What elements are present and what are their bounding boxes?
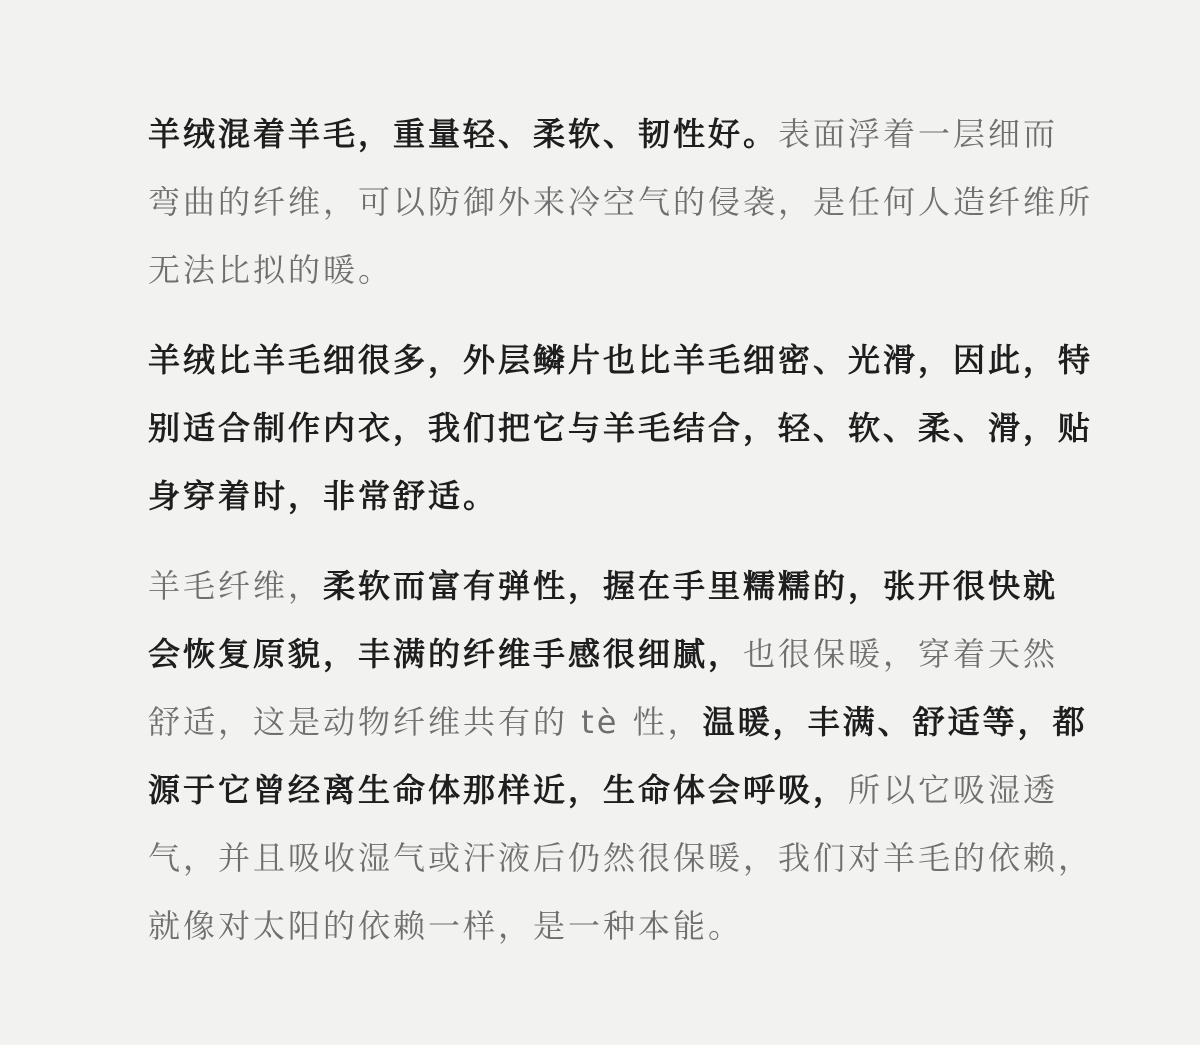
article-body: [148, 100, 1093, 960]
paragraph-cashmere-wool-blend: [148, 100, 1093, 304]
paragraph-wool-fiber: [148, 552, 1093, 960]
text-segment-emphasis: 柔软而富有弹性，握在手里糯糯的，张开很快就会恢复原貌，丰满的纤维手感很细腻，: [148, 567, 1059, 673]
text-segment-emphasis: 羊绒混着羊毛，重量轻、柔软、韧性好。: [148, 115, 779, 153]
text-segment-regular: 也很保暖，穿着天然舒适，这是动物纤维共有的 tè 性，: [148, 635, 1059, 741]
text-segment-regular: 表面浮着一层细而弯曲的纤维，可以防御外来冷空气的侵袭，是任何人造纤维所无法比拟的暖。: [148, 115, 1094, 289]
text-segment-regular: 所以它吸湿透气，并且吸收湿气或汗液后仍然很保暖，我们对羊毛的依赖，就像对太阳的依赖一样，是一种本能。: [148, 771, 1094, 945]
text-segment-regular: 羊毛纤维，: [148, 567, 324, 605]
paragraph-cashmere-finer: [148, 326, 1093, 530]
text-segment-emphasis: 羊绒比羊毛细很多，外层鳞片也比羊毛细密、光滑，因此，特别适合制作内衣，我们把它与羊毛结合，轻、软、柔、滑，贴身穿着时，非常舒适。: [148, 341, 1094, 515]
text-segment-emphasis: 温暖，丰满、舒适等，都源于它曾经离生命体那样近，生命体会呼吸，: [148, 703, 1088, 809]
